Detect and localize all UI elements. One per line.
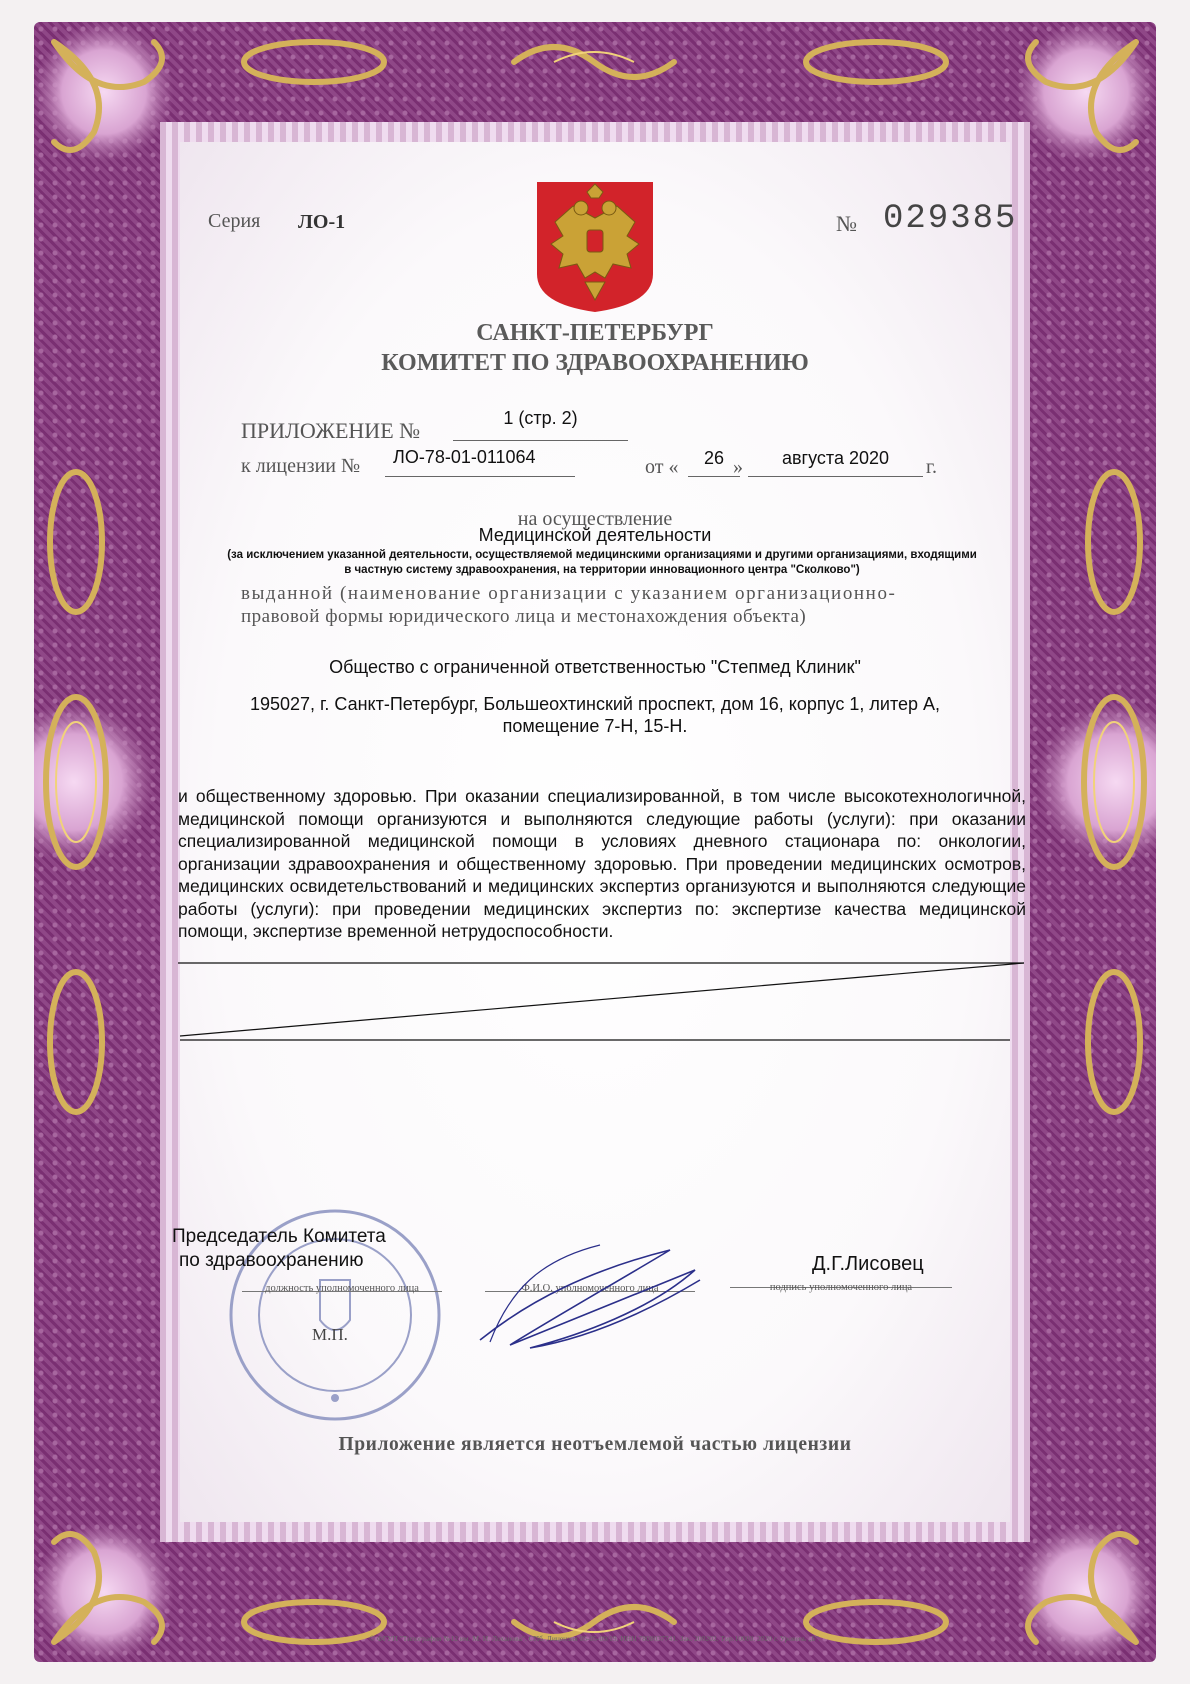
date-day: 26: [703, 448, 725, 468]
activity-name: Медицинской деятельности: [478, 525, 712, 545]
date-month-year: августа 2020: [781, 448, 890, 468]
handwritten-signature: [470, 1230, 720, 1360]
organization-name: Общество с ограниченной ответственностью "Степмед Клиник": [329, 657, 861, 677]
city-title: САНКТ-ПЕТЕРБУРГ: [476, 320, 714, 346]
number-sign: №: [836, 211, 857, 236]
series-label: Серия: [208, 210, 261, 232]
date-quote-close: »: [733, 456, 743, 478]
date-year-suffix: г.: [926, 456, 937, 478]
license-label: к лицензии №: [241, 455, 361, 477]
signatory-name: Д.Г.Лисовец: [812, 1253, 924, 1275]
seal-place-mark: М.П.: [312, 1325, 348, 1344]
activity-note-line1: (за исключением указанной деятельности, осуществляемой медицинскими организациями и другими организациями, входящими: [227, 549, 977, 561]
committee-title: КОМИТЕТ ПО ЗДРАВООХРАНЕНИЮ: [381, 350, 809, 376]
date-from-label: от «: [645, 456, 679, 478]
signatory-position-line1: Председатель Комитета: [172, 1226, 386, 1247]
issued-line2: правовой формы юридического лица и местонахождения объекта): [241, 606, 807, 627]
license-number: ЛО-78-01-011064: [393, 447, 536, 467]
blank-number: 029385: [883, 200, 1018, 238]
appendix-footer-note: Приложение является неотъемлемой частью лицензии: [338, 1434, 852, 1455]
fio-caption: Ф.И.О. уполномоченного лица: [521, 1283, 659, 1294]
activity-intro: на осуществление: [517, 508, 673, 530]
signatory-position-line2: по здравоохранению: [179, 1250, 364, 1271]
sign-caption: подпись уполномоченного лица: [769, 1282, 913, 1293]
licensed-works-text: и общественному здоровью. При оказании специализированной, в том числе высокотехнологичной, медицинской помощи организуются и выполняются следующие работы (услуги): при оказании специализированной медицинской помощи в условиях дневного стационара по: онкологии, организации здравоохранения и общественному здоровью. При проведении медицинских осмотров, медицинских освидетельствований и медицинских экспертиз организуются и выполняются следующие работы (услуги): при проведении медицинских экспертиз по: экспертизе качества медицинской помощи, экспертизе временной нетрудоспособности.: [178, 786, 1026, 941]
appendix-label: ПРИЛОЖЕНИЕ №: [241, 418, 421, 443]
organization-address-line2: помещение 7-Н, 15-Н.: [502, 716, 688, 736]
position-caption: должность уполномоченного лица: [265, 1283, 419, 1294]
issued-line1: выданной (наименование организации с указанием организационно-: [241, 583, 897, 604]
printer-imprint: © ФГУП "Типография №12 им. М. И. Лоханова". СПб. Лицензия 05-05-09/19. ИНН 7808037741. Зак. 200202. Тир.10000. 2020 г. Уровень „Б".: [369, 1634, 821, 1643]
activity-note-line2: в частную систему здравоохранения, на территории инновационного центра "Сколково"): [344, 564, 860, 576]
appendix-number: 1 (стр. 2): [503, 408, 578, 428]
organization-address-line1: 195027, г. Санкт-Петербург, Большеохтинский проспект, дом 16, корпус 1, литер А,: [249, 694, 941, 714]
series-value: ЛО-1: [298, 211, 346, 233]
